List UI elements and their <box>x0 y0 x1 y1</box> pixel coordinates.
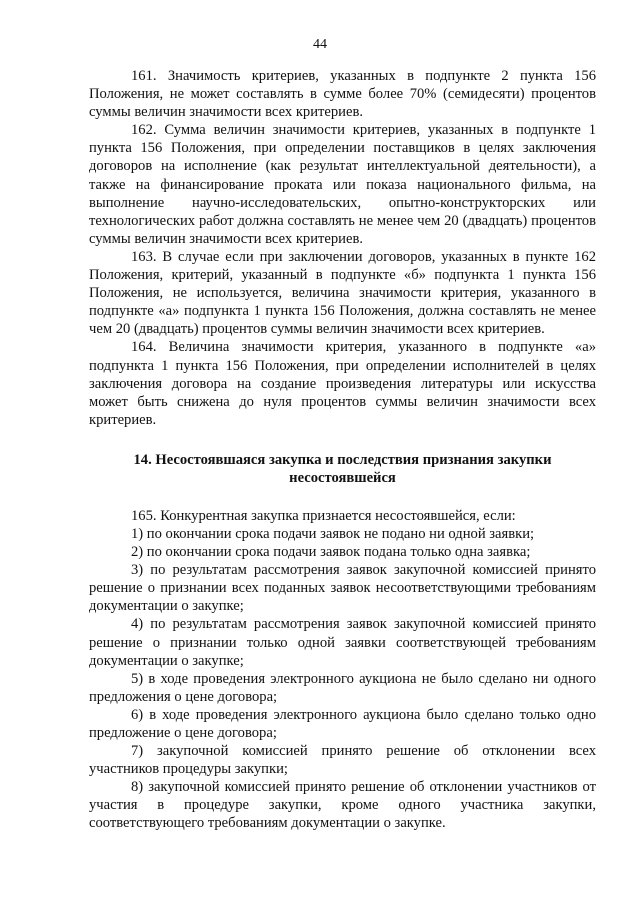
paragraph-165: 165. Конкурентная закупка признается несостоявшейся, если: <box>131 507 516 524</box>
list-item-5: 5) в ходе проведения электронного аукциона не было сделано ни одного предложения о цене договора; <box>89 670 596 705</box>
list-item-6: 6) в ходе проведения электронного аукциона было сделано только одно предложение о цене договора; <box>89 706 596 741</box>
list-item-8: 8) закупочной комиссией принято решение об отклонении участников от участия в процедуре закупки, кроме одного участника закупки, соответствующего требованиям документации о закупке. <box>89 779 596 832</box>
list-item-3: 3) по результатам рассмотрения заявок закупочной комиссией принято решение о признании всех поданных заявок несоответствующими требованиям документации о закупке; <box>89 562 596 615</box>
paragraph-161: 161. Значимость критериев, указанных в подпункте 2 пункта 156 Положения, не может составлять в сумме более 70% (семидесяти) процентов суммы величин значимости всех критериев. <box>89 68 596 121</box>
section-heading: 14. Несостоявшаяся закупка и последствия признания закупки несостоявшейся <box>133 451 552 486</box>
page-number: 44 <box>313 37 327 52</box>
list-item-7: 7) закупочной комиссией принято решение об отклонении всех участников процедуры закупки; <box>89 743 596 778</box>
paragraph-163: 163. В случае если при заключении договоров, указанных в пункте 162 Положения, критерий, указанный в подпункте «б» подпункта 1 пункта 156 Положения, не используется, величина значимости критерия, указанного в подпункте «а» подпункта 1 пункта 156 Положения, должна составлять не менее чем 20 (двадцать) процентов суммы величин значимости всех критериев. <box>89 248 596 338</box>
document-body <box>89 67 596 833</box>
list-item-4: 4) по результатам рассмотрения заявок закупочной комиссией принято решение о признании только одной заявки соответствующей требованиям документации о закупке; <box>89 616 596 669</box>
list-item-2: 2) по окончании срока подачи заявок подана только одна заявка; <box>131 544 531 561</box>
paragraph-164: 164. Величина значимости критерия, указанного в подпункте «а» подпункта 1 пункта 156 Положения, при определении исполнителей в целях заключения договора на создание произведения литературы или искусства может быть снижена до нуля процентов суммы величин значимости всех критериев. <box>89 339 596 428</box>
list-item-1: 1) по окончании срока подачи заявок не подано ни одной заявки; <box>131 525 535 542</box>
paragraph-162: 162. Сумма величин значимости критериев, указанных в подпункте 1 пункта 156 Положения, при определении поставщиков в целях заключения договоров на исполнение (как результат интеллектуальной деятельности), а также на финансирование проката или показа национального фильма, на выполнение научно-исследовательских, опытно-конструкторских или технологических работ должна составлять не менее чем 20 (двадцать) процентов суммы величин значимости всех критериев. <box>89 122 596 247</box>
